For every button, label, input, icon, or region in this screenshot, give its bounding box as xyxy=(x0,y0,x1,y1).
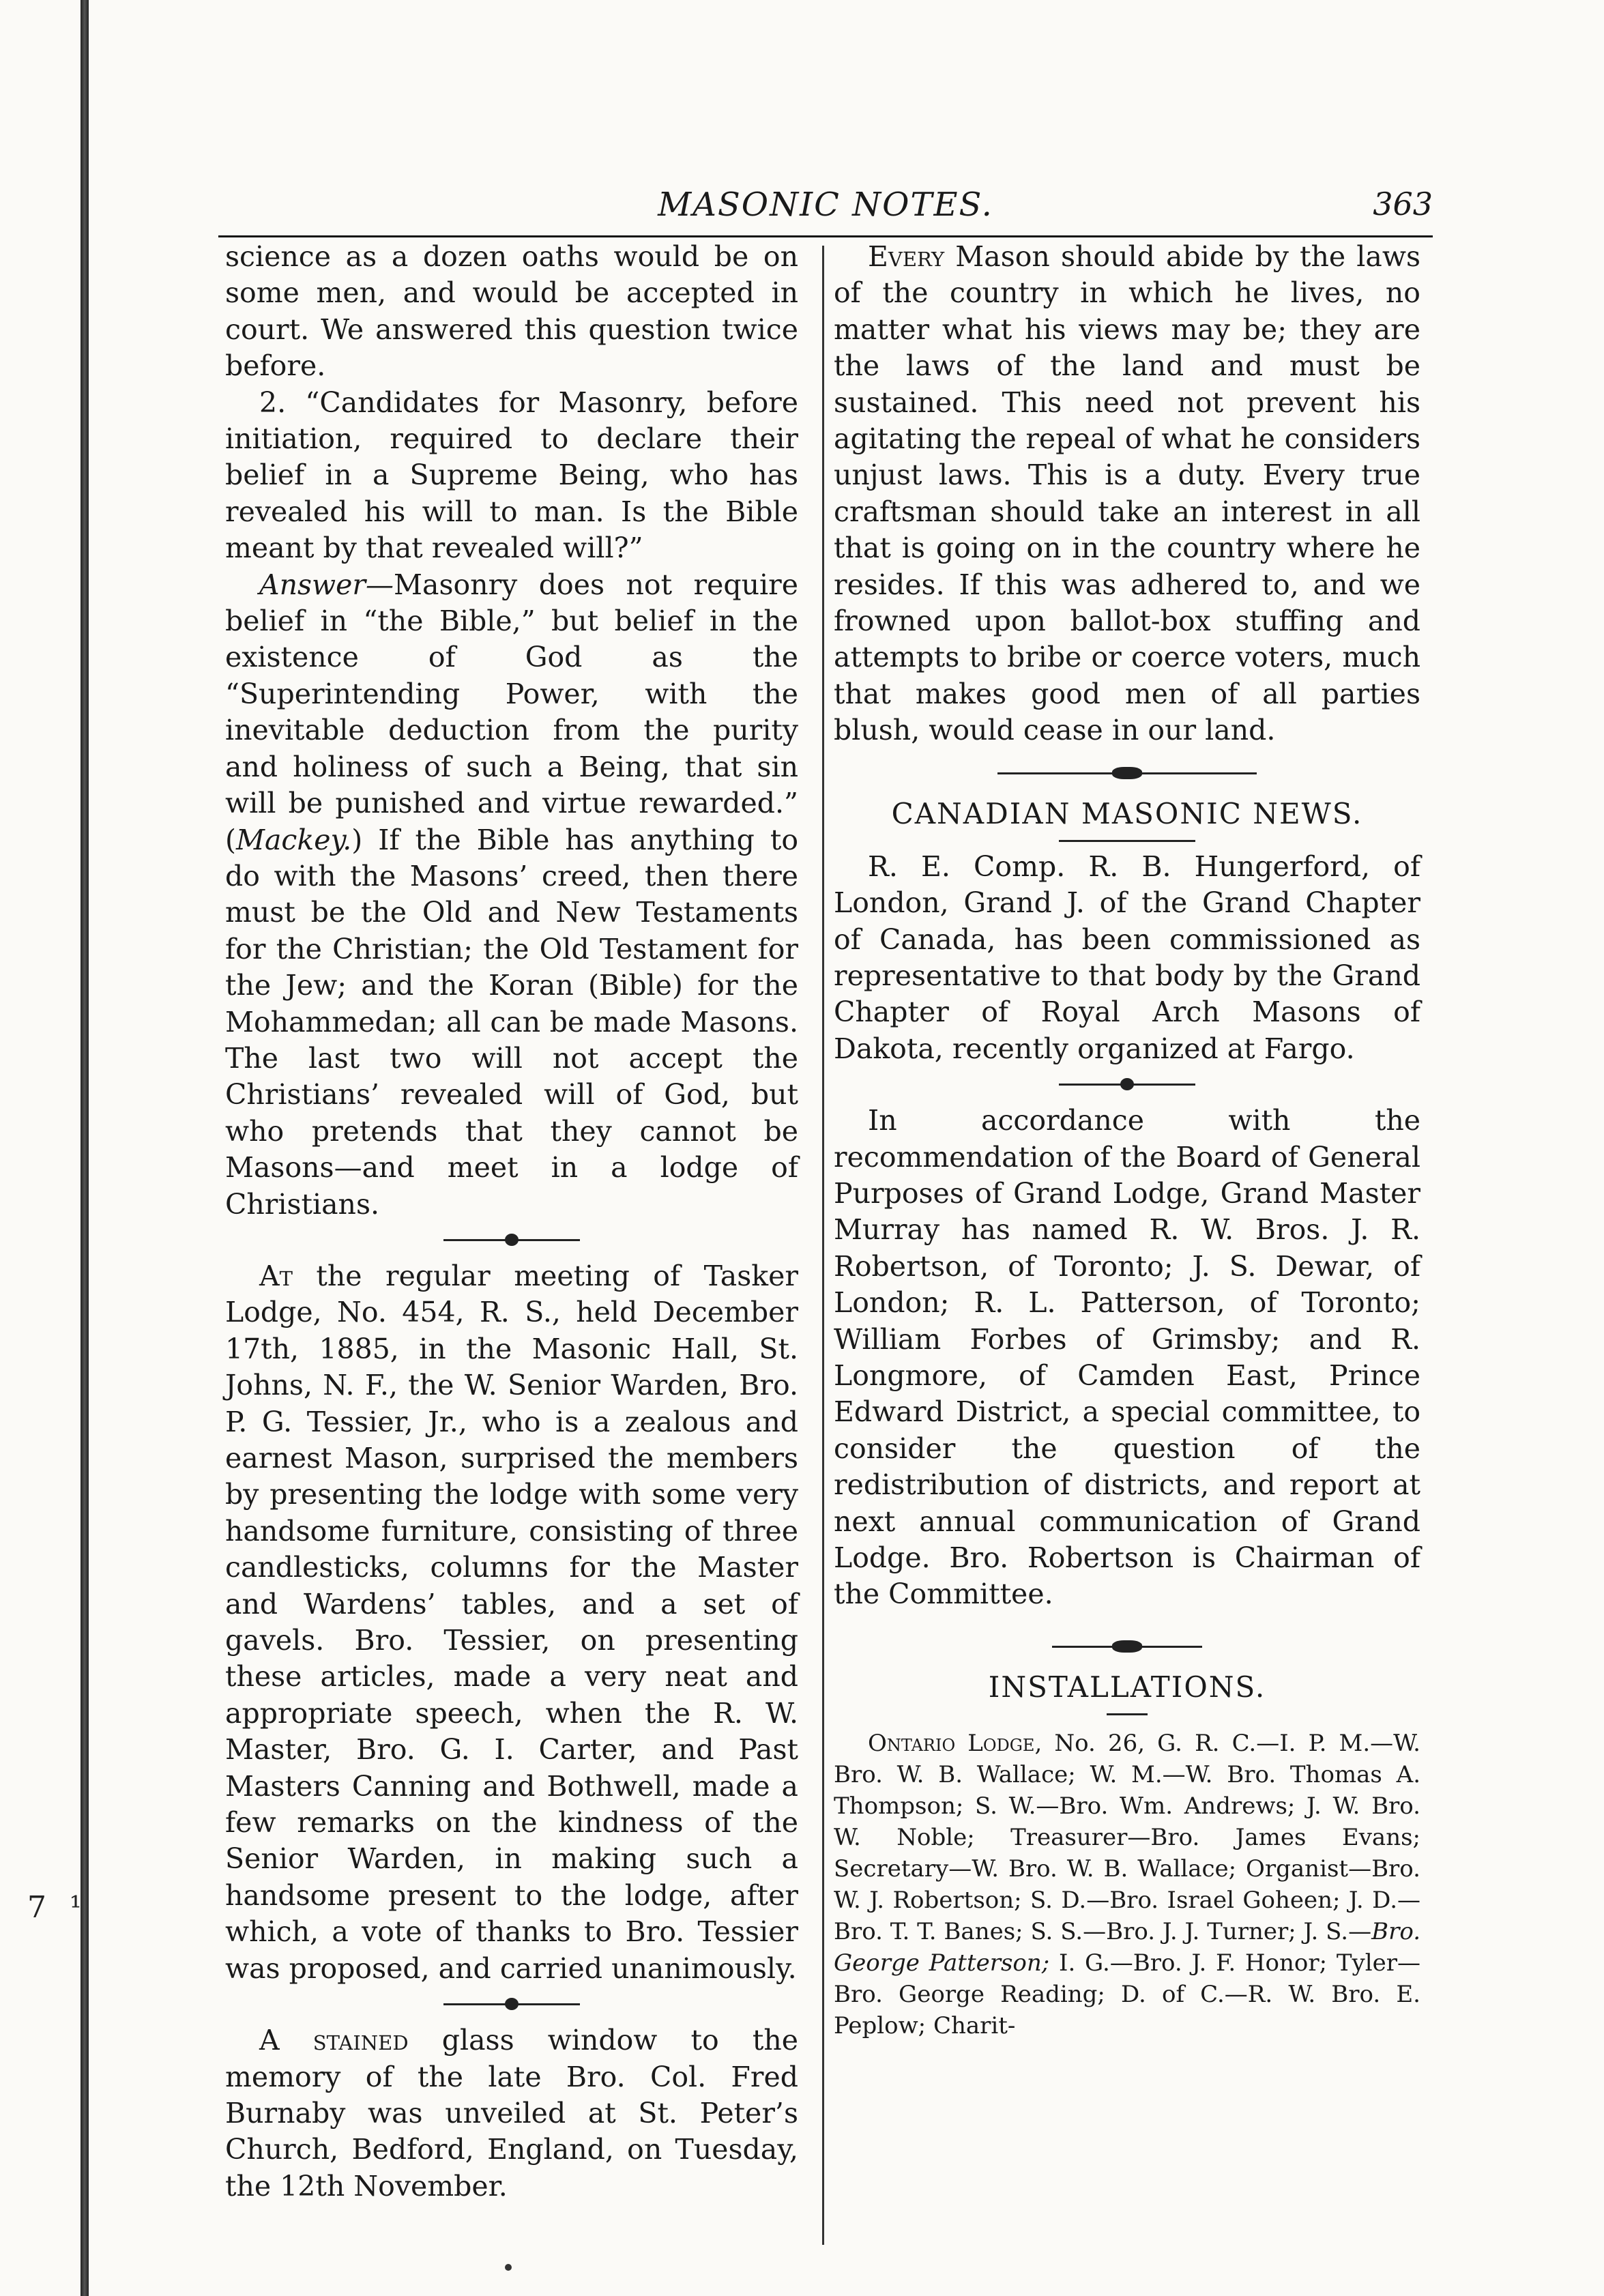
answer-rest: ) If the Bible has anything to do with the Masons’ creed, then there must be the Old and New Testaments for the Christian; the Old Testament for the Jew; and the Koran (Bible) for the Mohammedan; all can be made Masons. The last two will not accept the Christians’ revealed will of God, but who pretends that they cannot be Masons—and meet in a lodge of Christians. xyxy=(225,823,798,1221)
section-divider xyxy=(443,1987,580,2022)
section-divider xyxy=(1059,1067,1195,1103)
installation-italic: Bro. George Patterson; xyxy=(834,1917,1420,1977)
lead-word: At xyxy=(259,1259,293,1292)
page-binding-edge xyxy=(81,0,89,2296)
answer-label: Answer— xyxy=(259,568,394,601)
heading-underline xyxy=(1107,1713,1148,1715)
section-divider xyxy=(1052,1629,1202,1665)
section-heading-canadian-news: CANADIAN MASONIC NEWS. xyxy=(891,796,1363,830)
margin-mark: 7 ¹ xyxy=(27,1890,89,1925)
section-divider xyxy=(997,756,1257,791)
paragraph-body: glass window to the memory of the late Bro. Col. Fred Burnaby was unveiled at St. Peter’s Church, Bedford, England, on Tuesday, the 12th November. xyxy=(225,2024,798,2203)
answer-citation: Mackey. xyxy=(236,823,352,856)
paragraph-stained-glass xyxy=(225,2022,798,2205)
column-divider xyxy=(822,246,824,2245)
paragraph-answer xyxy=(225,567,798,1223)
answer-body: Masonry does not require belief in “the Bible,” but belief in the existence of God as the “Superintending Power, with the inevitable deduction from the purity and holiness of such a Being, that sin will be punished and virtue rewarded.” ( xyxy=(225,568,798,856)
lodge-name: Ontario Lodge, xyxy=(868,1729,1042,1757)
paragraph-body: the regular meeting of Tasker Lodge, No. 454, R. S., held December 17th, 1885, in the Masonic Hall, St. Johns, N. F., the W. Senior Warden, Bro. P. G. Tessier, Jr., who is a zealous and earnest Mason, surprised the members by presenting the lodge with some very handsome furniture, consisting of three candlesticks, columns for the Master and Wardens’ tables, and a set of gavels. Bro. Tessier, on presenting these articles, made a very neat and appropriate speech, when the R. W. Master, Bro. G. I. Carter, and Past Masters Canning and Bothwell, made a few remarks on the kindness of the Senior Warden, in making such a handsome present to the lodge, after which, a vote of thanks to Bro. Tessier was proposed, and carried unanimously. xyxy=(225,1259,798,1985)
right-column xyxy=(834,239,1420,2041)
heading-underline xyxy=(1059,840,1195,842)
page-header xyxy=(218,186,1433,227)
section-divider xyxy=(443,1223,580,1258)
print-speck xyxy=(505,2264,512,2271)
paragraph-body: Mason should abide by the laws of the country in which he lives, no matter what his views may be; they are the laws of the land and must be sustained. This need not prevent his agitating the repeal of what he considers unjust laws. This is a duty. Every true craftsman should take an interest in all that is going on in the country where he resides. If this was adhered to, and we frowned upon ballot-box stuffing and attempts to bribe or coerce voters, much that makes good men of all parties blush, would cease in our land. xyxy=(834,240,1420,747)
header-rule xyxy=(218,235,1433,237)
paragraph-tasker-lodge xyxy=(225,1258,798,1987)
installation-list: No. 26, G. R. C.—I. P. M.—W. Bro. W. B. Wallace; W. M.—W. Bro. Thomas A. Thompson; S. W.—Bro. Wm. Andrews; J. W. Bro. W. Noble; Treasurer—Bro. James Evans; Secretary—W. Bro. W. B. Wallace; Organist—Bro. W. J. Robertson; S. D.—Bro. Israel Goheen; J. D.—Bro. T. T. Banes; S. S.—Bro. J. J. Turner; J. S.— xyxy=(834,1729,1420,1945)
installation-tail: I. G.—Bro. J. F. Honor; Tyler—Bro. George Reading; D. of C.—R. W. Bro. E. Peplow; Charit- xyxy=(834,1949,1420,2039)
lead-word: Every xyxy=(868,240,945,273)
running-title: MASONIC NOTES. xyxy=(658,186,993,224)
paragraph-every-mason xyxy=(834,239,1420,749)
paragraph-grand-lodge: In accordance with the recommendation of the Board of General Purposes of Grand Lodge, Grand Master Murray has named R. W. Bros. J. R. Robertson, of Toronto; J. S. Dewar, of London; R. L. Patterson, of Toronto; William Forbes of Grimsby; and R. Longmore, of Camden East, Prince Edward District, a special committee, to consider the question of the redistribution of districts, and report at next annual communication of Grand Lodge. Bro. Robertson is Chairman of the Committee. xyxy=(834,1104,1420,1611)
paragraph-ontario-lodge xyxy=(834,1728,1420,2041)
lead-word: A stained xyxy=(259,2024,409,2057)
paragraph-hungerford: R. E. Comp. R. B. Hungerford, of London, Grand J. of the Grand Chapter of Canada, has been commissioned as representative to that body by the Grand Chapter of Royal Arch Masons of Dakota, recently organized at Fargo. xyxy=(834,849,1420,1065)
paragraph-continuation: science as a dozen oaths would be on some men, and would be accepted in court. We answered this question twice before. xyxy=(225,240,798,383)
paragraph-question: 2. “Candidates for Masonry, before initiation, required to declare their belief in a Supreme Being, who has revealed his will to man. Is the Bible meant by that revealed will?” xyxy=(225,386,798,565)
left-column xyxy=(225,239,798,2205)
page-number: 363 xyxy=(1373,186,1433,222)
section-heading-installations: INSTALLATIONS. xyxy=(988,1670,1266,1704)
